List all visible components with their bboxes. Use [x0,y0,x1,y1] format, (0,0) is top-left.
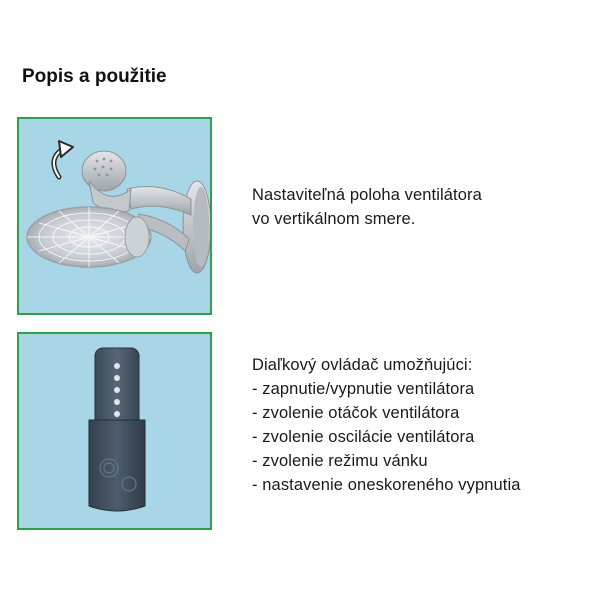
description-line: - nastavenie oneskoreného vypnutia [252,476,521,494]
description-line: Nastaviteľná poloha ventilátora [252,186,482,204]
remote-description [252,353,521,497]
description-line: - zvolenie otáčok ventilátora [252,404,460,422]
description-line: - zvolenie režimu vánku [252,452,428,470]
fan-position-description [252,183,482,231]
rotate-arrow-icon [54,141,73,177]
section-heading: Popis a použitie [22,66,167,87]
description-line: - zvolenie oscilácie ventilátora [252,428,475,446]
description-line: Diaľkový ovládač umožňujúci: [252,356,473,374]
description-line: vo vertikálnom smere. [252,210,416,228]
fan-image-panel [17,117,212,315]
wall-fan-image [19,119,210,313]
description-line: - zapnutie/vypnutie ventilátora [252,380,475,398]
remote-control-image [19,334,210,528]
remote-image-panel [17,332,212,530]
